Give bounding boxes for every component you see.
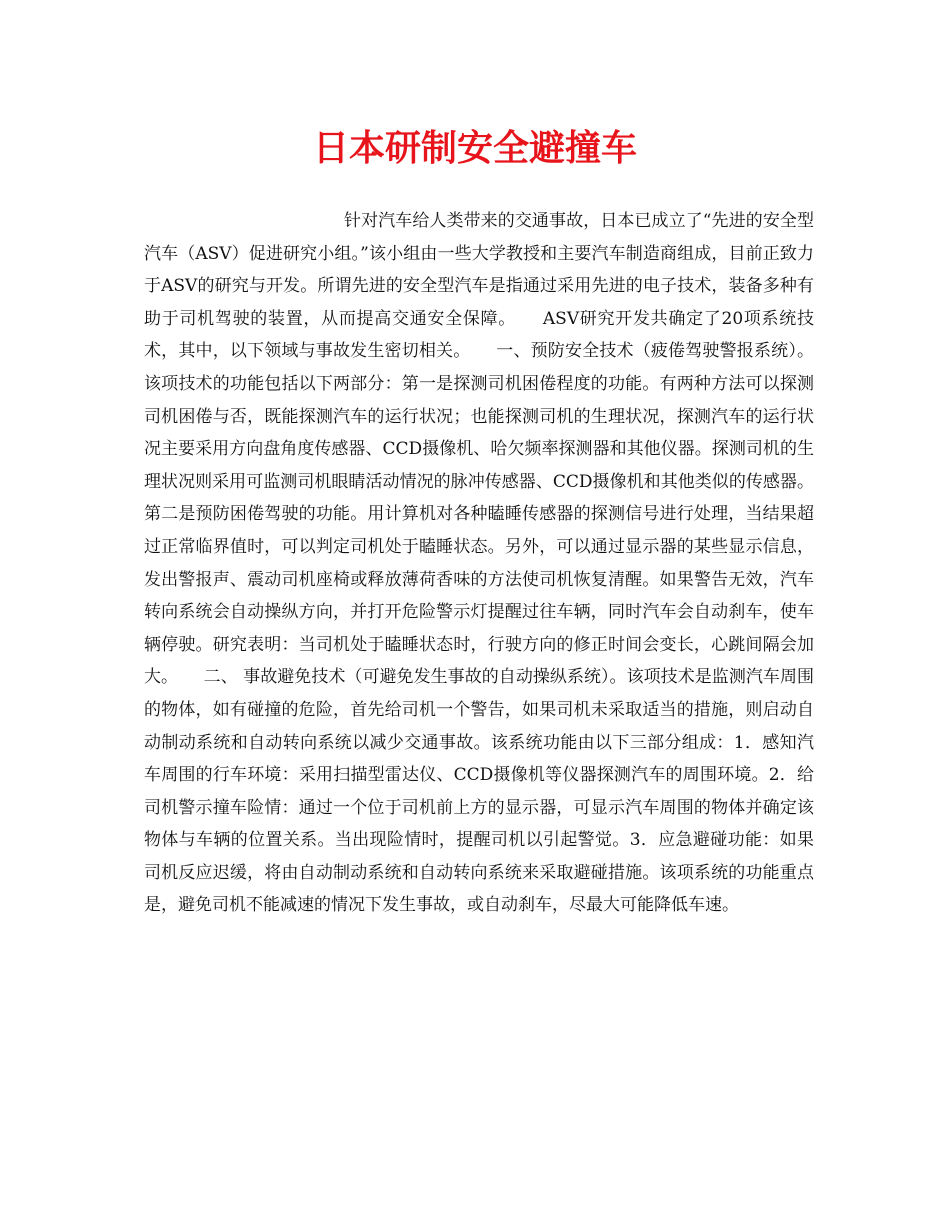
document-body-paragraph: 针对汽车给人类带来的交通事故，日本已成立了“先进的安全型汽车（ASV）促进研究小组。”该小组由一些大学教授和主要汽车制造商组成，目前正致力于ASV的研究与开发。所谓先进的安全型汽车是指通过采用先进的电子技术，装备多种有助于司机驾驶的装置，从而提高交通安全保障。 ASV研究开发共确定了20项系统技术，其中，以下领域与事故发生密切相关。 一、预防安全技术（疲倦驾驶警报系统）。该项技术的功能包括以下两部分：第一是探测司机困倦程度的功能。有两种方法可以探测司机困倦与否，既能探测汽车的运行状况；也能探测司机的生理状况，探测汽车的运行状况主要采用方向盘角度传感器、CCD摄像机、哈欠频率探测器和其他仪器。探测司机的生理状况则采用可监测司机眼睛活动情况的脉冲传感器、CCD摄像机和其他类似的传感器。第二是预防困倦驾驶的功能。用计算机对各种瞌睡传感器的探测信号进行处理，当结果超过正常临界值时，可以判定司机处于瞌睡状态。另外，可以通过显示器的某些显示信息，发出警报声、震动司机座椅或释放薄荷香味的方法使司机恢复清醒。如果警告无效，汽车转向系统会自动操纵方向，并打开危险警示灯提醒过往车辆，同时汽车会自动刹车，使车辆停驶。研究表明：当司机处于瞌睡状态时，行驶方向的修正时间会变长，心跳间隔会加大。 二、 事故避免技术（可避免发生事故的自动操纵系统）。该项技术是监测汽车周围的物体，如有碰撞的危险，首先给司机一个警告，如果司机未采取适当的措施，则启动自动制动系统和自动转向系统以减少交通事故。该系统功能由以下三部分组成：1．感知汽车周围的行车环境：采用扫描型雷达仪、CCD摄像机等仪器探测汽车的周围环境。2．给司机警示撞车险情：通过一个位于司机前上方的显示器，可显示汽车周围的物体并确定该物体与车辆的位置关系。当出现险情时，提醒司机以引起警觉。3．应急避碰功能：如果司机反应迟缓，将由自动制动系统和自动转向系统来采取避碰措施。该项系统的功能重点是，避免司机不能减速的情况下发生事故，或自动刹车，尽最大可能降低车速。	[144, 211, 814, 916]
document-title: 日本研制安全避撞车	[312, 127, 637, 169]
